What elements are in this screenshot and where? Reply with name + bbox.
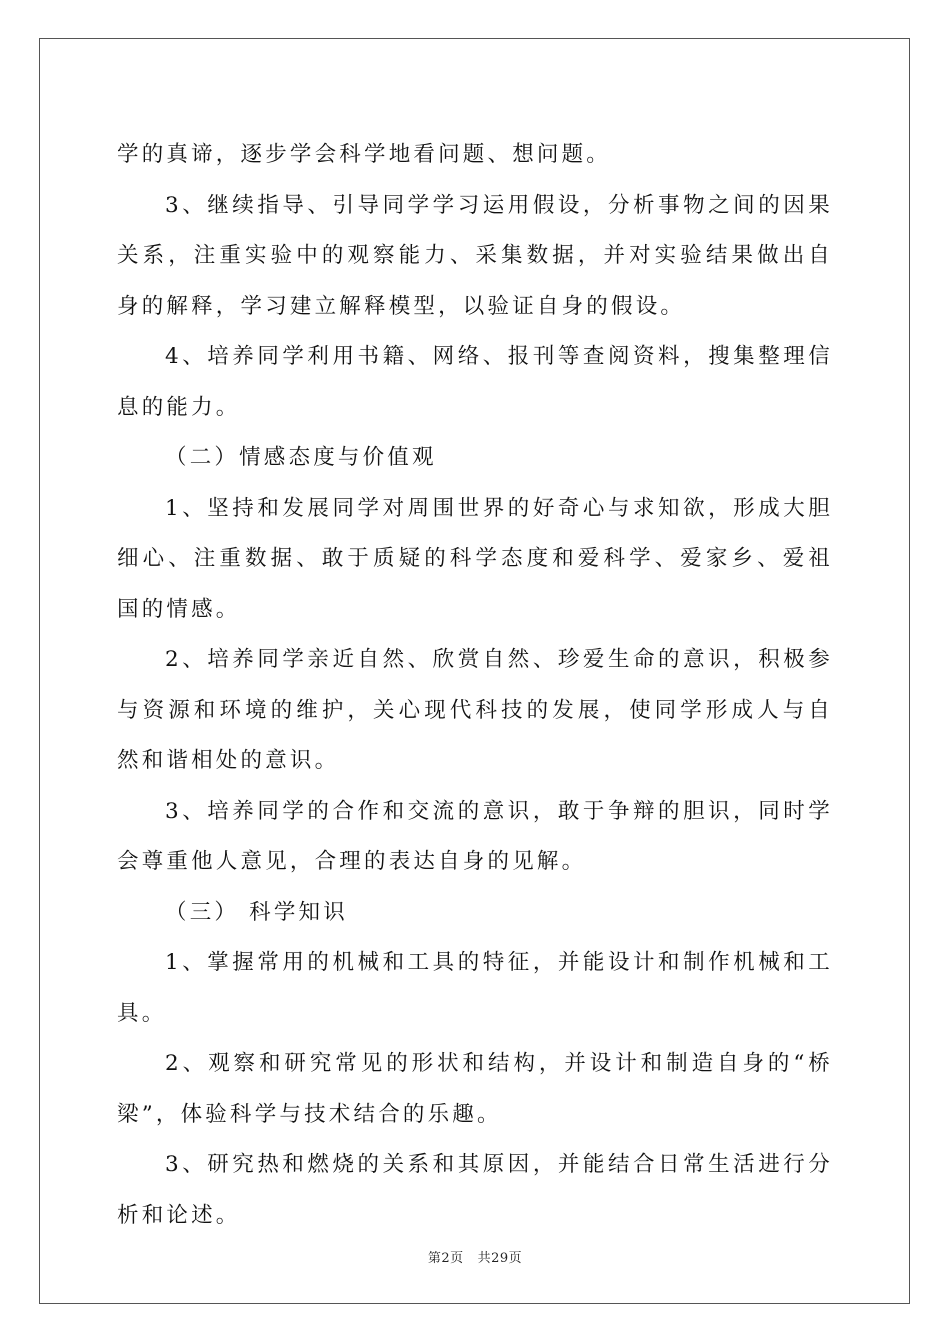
paragraph-attitude-2: 2、培养同学亲近自然、欣赏自然、珍爱生命的意识，积极参与资源和环境的维护，关心现代科技的发展，使同学形成人与自然和谐相处的意识。 xyxy=(117,647,833,773)
paragraph-item-3-hypothesis: 3、继续指导、引导同学学习运用假设，分析事物之间的因果关系，注重实验中的观察能力、采集数据，并对实验结果做出自身的解释，学习建立解释模型，以验证自身的假设。 xyxy=(117,192,833,319)
page-footer xyxy=(0,1247,950,1266)
page-total: 共29页 xyxy=(477,1251,523,1266)
paragraph-attitude-1: 1、坚持和发展同学对周围世界的好奇心与求知欲，形成大胆细心、注重数据、敢于质疑的科学态度和爱科学、爱家乡、爱祖国的情感。 xyxy=(117,495,833,622)
paragraph-knowledge-2: 2、观察和研究常见的形状和结构，并设计和制造自身的“桥梁”，体验科学与技术结合的乐趣。 xyxy=(117,1051,833,1127)
paragraph-knowledge-1: 1、掌握常用的机械和工具的特征，并能设计和制作机械和工具。 xyxy=(117,950,833,1026)
section-heading-knowledge: （三） 科学知识 xyxy=(165,899,348,925)
page-number: 第2页 xyxy=(427,1251,464,1266)
section-heading-attitude: （二）情感态度与价值观 xyxy=(165,445,437,470)
paragraph-item-4-information: 4、培养同学利用书籍、网络、报刊等查阅资料，搜集整理信息的能力。 xyxy=(117,344,833,420)
paragraph-knowledge-3: 3、研究热和燃烧的关系和其原因，并能结合日常生活进行分析和论述。 xyxy=(117,1152,833,1228)
document-body xyxy=(117,130,833,1241)
paragraph-continuation: 学的真谛，逐步学会科学地看问题、想问题。 xyxy=(117,142,612,167)
paragraph-attitude-3: 3、培养同学的合作和交流的意识，敢于争辩的胆识，同时学会尊重他人意见，合理的表达自身的见解。 xyxy=(117,798,833,874)
